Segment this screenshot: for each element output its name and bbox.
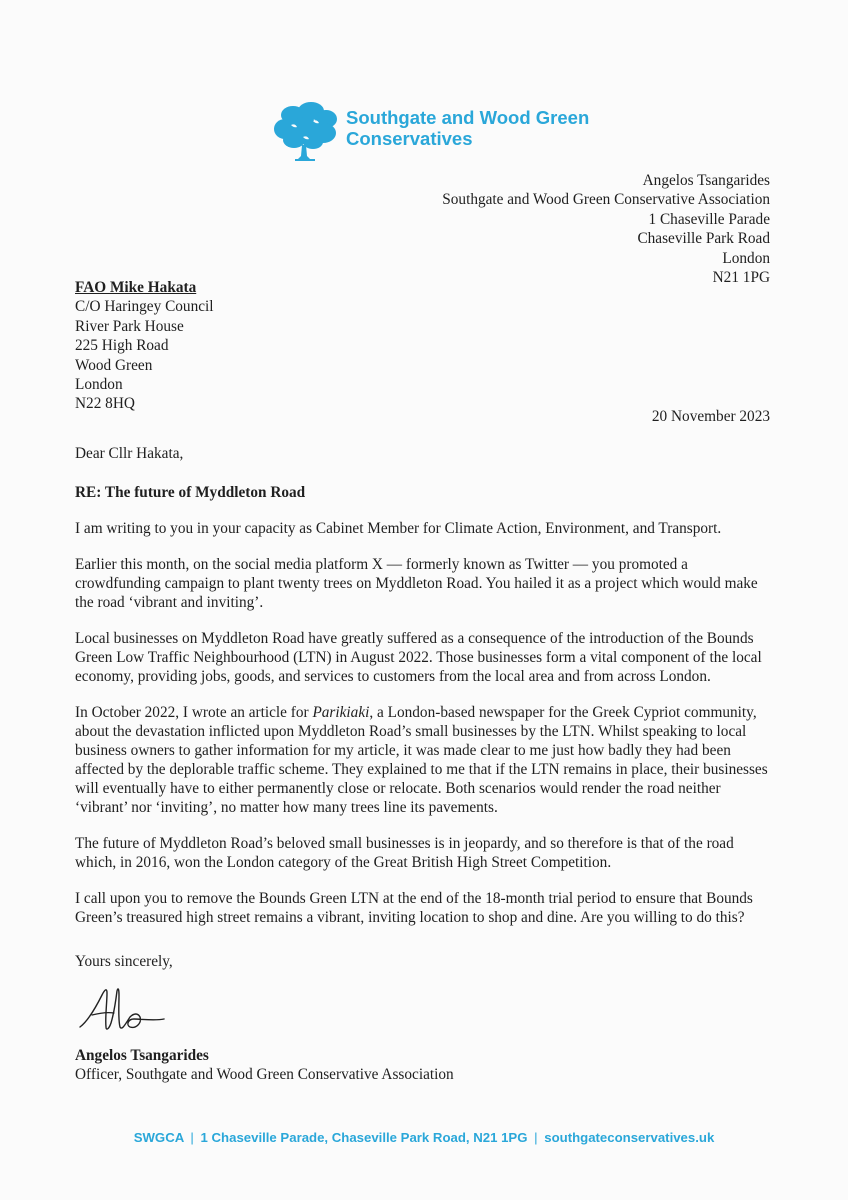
- newspaper-name: Parikiaki: [312, 704, 370, 721]
- sender-line: 1 Chaseville Parade: [648, 210, 770, 228]
- sender-line: Angelos Tsangarides: [642, 172, 770, 189]
- handwritten-signature-icon: [78, 985, 168, 1033]
- sender-line: N21 1PG: [712, 269, 770, 287]
- signatory-title: Officer, Southgate and Wood Green Conservative Association: [75, 1066, 454, 1084]
- sender-line: Southgate and Wood Green Conservative Association: [442, 191, 770, 209]
- footer-website[interactable]: southgateconservatives.uk: [544, 1130, 715, 1145]
- recipient-line: River Park House: [75, 317, 184, 335]
- paragraph: [75, 703, 771, 817]
- recipient-line: London: [75, 376, 123, 394]
- sender-line: London: [722, 249, 770, 267]
- tree-logo-icon: [273, 101, 339, 163]
- paragraph: Local businesses on Myddleton Road have greatly suffered as a consequence of the introduction of the Bounds Green Low Traffic Neighbourhood (LTN) in August 2022. Those businesses form a vital component of the local economy, providing jobs, goods, and services to customers from the local area and from across London.: [75, 630, 762, 685]
- sender-address: [442, 171, 770, 287]
- signatory-name: Angelos Tsangarides: [75, 1047, 209, 1064]
- sender-line: Chaseville Park Road: [637, 230, 770, 248]
- subject-line: RE: The future of Myddleton Road: [75, 484, 306, 501]
- letterhead: [273, 101, 633, 163]
- salutation: Dear Cllr Hakata,: [75, 445, 184, 462]
- paragraph: The future of Myddleton Road’s beloved small businesses is in jeopardy, and so therefore is that of the road which, in 2016, won the London category of the Great British High Street Competition.: [75, 835, 734, 871]
- paragraph-text: In October 2022, I wrote an article for: [75, 704, 313, 721]
- paragraph: I am writing to you in your capacity as Cabinet Member for Climate Action, Environment, and Transport.: [75, 520, 722, 537]
- letter-date: 20 November 2023: [651, 408, 770, 425]
- paragraph-text: , a London-based newspaper for the Greek Cypriot community, about the devastation inflicted upon Myddleton Road’s small businesses by the LTN. Whilst speaking to local business owners to gather information for my article, it was made clear to me just how badly they had been affected by the deplorable traffic scheme. They explained to me that if the LTN remains in place, their businesses will eventually have to either permanently close or relocate. Both scenarios would render the road neither ‘vibrant’ nor ‘inviting’, no matter how many trees line its pavements.: [75, 704, 768, 816]
- organisation-name: [346, 107, 589, 149]
- recipient-line: C/O Haringey Council: [75, 298, 214, 316]
- signatory: [75, 1046, 454, 1085]
- paragraph: Earlier this month, on the social media platform X — formerly known as Twitter — you promoted a crowdfunding campaign to plant twenty trees on Myddleton Road. You hailed it as a project which would make the road ‘vibrant and inviting’.: [75, 556, 758, 611]
- letter-footer: [0, 1130, 848, 1145]
- recipient-line: Wood Green: [75, 356, 153, 374]
- paragraph: I call upon you to remove the Bounds Green LTN at the end of the 18-month trial period to ensure that Bounds Green’s treasured high street remains a vibrant, inviting location to shop and dine. Are you willing to do this?: [75, 890, 753, 926]
- recipient-line: N22 8HQ: [75, 395, 135, 413]
- letter-body: [75, 444, 771, 971]
- closing: Yours sincerely,: [75, 953, 173, 970]
- footer-separator: |: [534, 1130, 538, 1145]
- footer-separator: |: [190, 1130, 194, 1145]
- organisation-name-line1: Southgate and Wood Green: [346, 107, 590, 128]
- recipient-line: 225 High Road: [75, 337, 169, 355]
- recipient-address: [75, 278, 214, 414]
- footer-address: 1 Chaseville Parade, Chaseville Park Road, N21 1PG: [200, 1130, 528, 1145]
- recipient-fao: FAO Mike Hakata: [75, 279, 197, 296]
- footer-org: SWGCA: [133, 1130, 184, 1145]
- organisation-name-line2: Conservatives: [346, 128, 473, 149]
